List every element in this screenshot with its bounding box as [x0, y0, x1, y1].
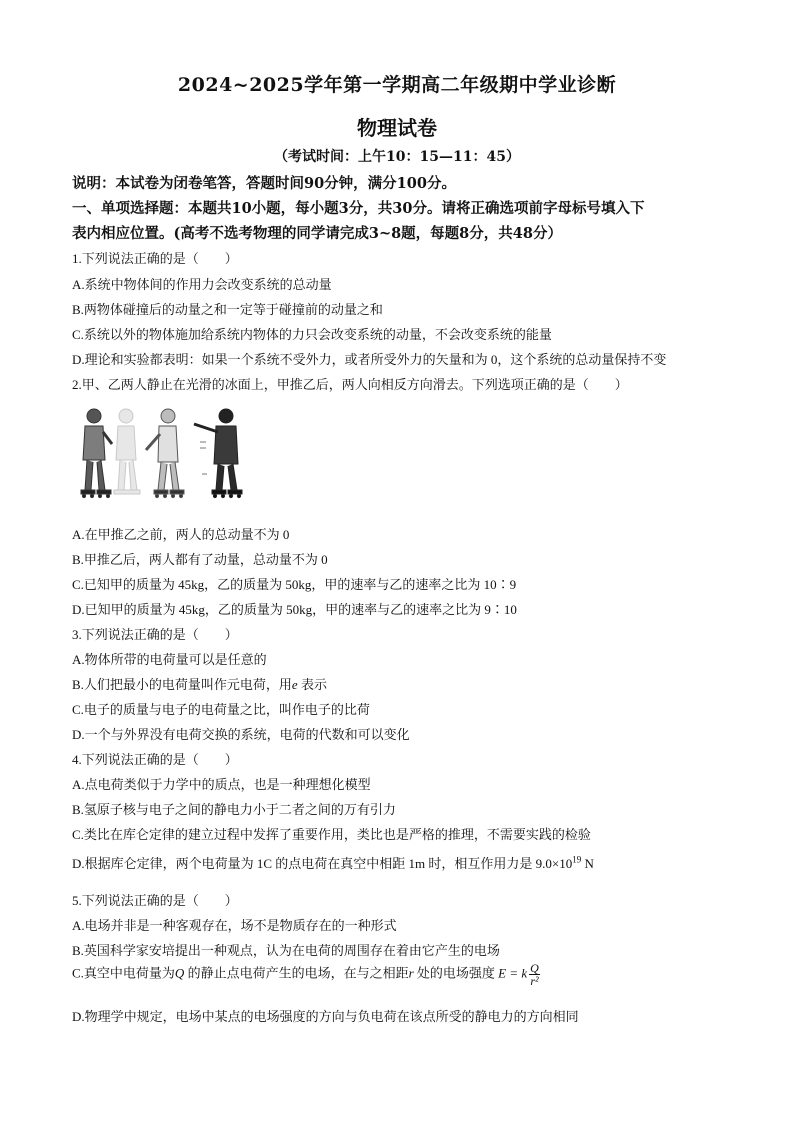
- q3-option-d: D.一个与外界没有电荷交换的系统，电荷的代数和可以变化: [72, 727, 410, 742]
- q5-option-c-distance: r: [408, 965, 414, 981]
- q4-option-d-exponent: 19: [572, 854, 582, 865]
- exam-title: 2024~2025学年第一学期高二年级期中学业诊断: [177, 74, 617, 96]
- section-heading-line2: 表内相应位置。(高考不选考物理的同学请完成3~8题，每题8分，共48分）: [72, 225, 562, 242]
- q4-option-d-unit: N: [581, 856, 594, 871]
- q3-option-b-text: B.人们把最小的电荷量叫作元电荷，用: [72, 677, 292, 692]
- skater-middle: [146, 409, 184, 498]
- q5-option-b: B.英国科学家安培提出一种观点，认为在电荷的周围存在着由它产生的电场: [72, 943, 500, 958]
- q5-option-c: [72, 962, 540, 987]
- q5-option-c-fraction: [529, 962, 540, 987]
- q4-option-d: [72, 853, 594, 872]
- q1-option-c: C.系统以外的物体施加给系统内物体的力只会改变系统的动量，不会改变系统的能量: [72, 327, 552, 342]
- q2-stem: 2.甲、乙两人静止在光滑的冰面上，甲推乙后，两人向相反方向滑去。下列选项正确的是（ ）: [72, 377, 628, 392]
- skater-left: [81, 409, 112, 498]
- q3-option-c: C.电子的质量与电子的电荷量之比，叫作电子的比荷: [72, 702, 370, 717]
- q3-option-b-symbol: e: [291, 677, 298, 692]
- q3-stem: 3.下列说法正确的是（ ）: [72, 627, 238, 642]
- q5-option-c-text2: 的静止点电荷产生的电场，在与之相距: [184, 965, 409, 981]
- subject-title: 物理试卷: [357, 116, 437, 140]
- q5-option-d: D.物理学中规定，电场中某点的电场强度的方向与负电荷在该点所受的静电力的方向相同: [72, 1009, 579, 1024]
- q1-option-b: B.两物体碰撞后的动量之和一定等于碰撞前的动量之和: [72, 302, 383, 317]
- q5-option-a: A.电场并非是一种客观存在，场不是物质存在的一种形式: [72, 918, 397, 933]
- fraction-denominator: r²: [530, 974, 539, 988]
- skaters-figure: [74, 404, 252, 504]
- q4-option-c: C.类比在库仑定律的建立过程中发挥了重要作用，类比也是严格的推理，不需要实践的检验: [72, 827, 591, 842]
- q5-option-c-formula: E = k: [498, 965, 528, 981]
- q2-option-d: D.已知甲的质量为 45kg，乙的质量为 50kg，甲的速率与乙的速率之比为 9∶10: [72, 602, 517, 617]
- q1-option-d: D.理论和实验都表明：如果一个系统不受外力，或者所受外力的矢量和为 0，这个系统的总动量保持不变: [72, 352, 667, 367]
- q1-option-a: A.系统中物体间的作用力会改变系统的总动量: [72, 277, 332, 292]
- q1-stem: 1.下列说法正确的是（ ）: [72, 251, 238, 266]
- q4-option-b: B.氢原子核与电子之间的静电力小于二者之间的万有引力: [72, 802, 396, 817]
- q5-stem: 5.下列说法正确的是（ ）: [72, 893, 238, 908]
- exam-note: 说明：本试卷为闭卷笔答，答题时间90分钟，满分100分。: [72, 175, 456, 192]
- q3-option-b: [72, 674, 327, 693]
- q5-option-c-text3: 处的电场强度: [413, 965, 499, 981]
- q2-option-c: C.已知甲的质量为 45kg，乙的质量为 50kg，甲的速率与乙的速率之比为 10∶9: [72, 577, 517, 592]
- q5-option-c-text: C.真空中电荷量为: [72, 965, 175, 981]
- q4-stem: 4.下列说法正确的是（ ）: [72, 752, 238, 767]
- exam-time: （考试时间：上午10：15—11：45）: [274, 149, 520, 165]
- q4-option-d-text: D.根据库仑定律，两个电荷量为 1C 的点电荷在真空中相距 1m 时，相互作用力是 9.0×10: [72, 856, 573, 871]
- fraction-numerator: Q: [530, 961, 539, 975]
- q5-option-c-charge: Q: [174, 965, 185, 981]
- q2-option-b: B.甲推乙后，两人都有了动量，总动量不为 0: [72, 552, 328, 567]
- q2-option-a: A.在甲推乙之前，两人的总动量不为 0: [72, 527, 290, 542]
- q4-option-a: A.点电荷类似于力学中的质点，也是一种理想化模型: [72, 777, 371, 792]
- q3-option-a: A.物体所带的电荷量可以是任意的: [72, 652, 267, 667]
- q3-option-b-tail: 表示: [297, 677, 327, 692]
- skater-right: [194, 409, 242, 498]
- section-heading: [72, 196, 724, 246]
- section-heading-line1: 一、单项选择题：本题共10小题，每小题3分，共30分。请将正确选项前字母标号填入下: [72, 200, 645, 217]
